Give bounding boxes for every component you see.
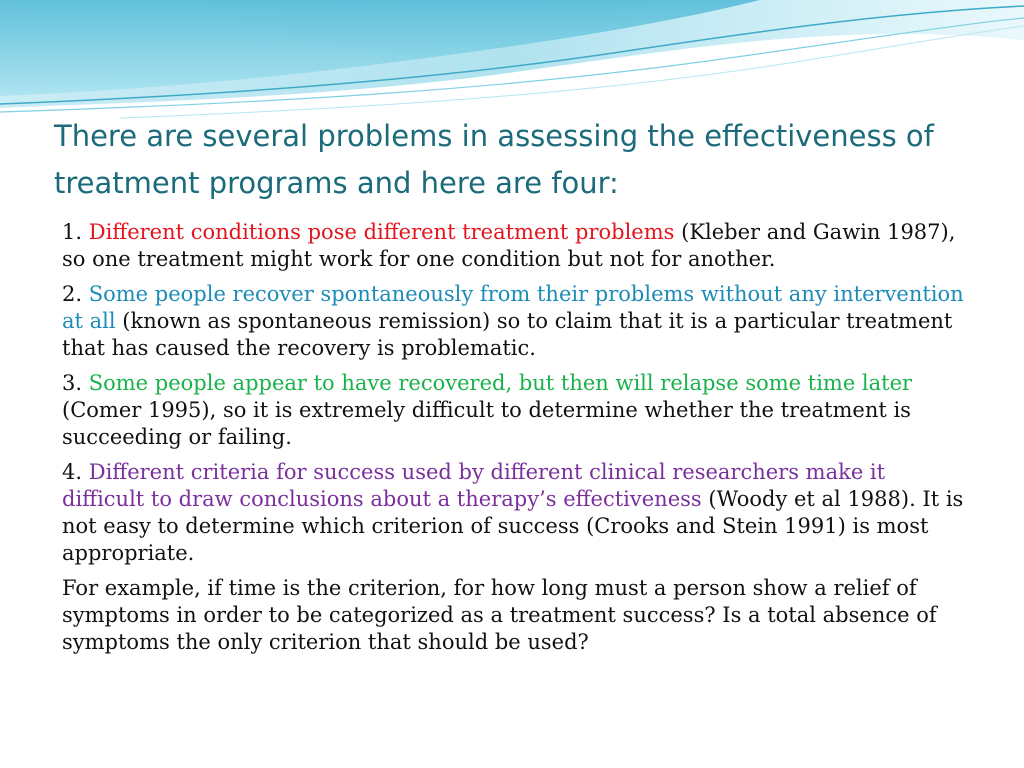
point-3	[62, 370, 967, 451]
point-number: 4.	[62, 460, 83, 484]
point-highlight: Some people recover spontaneously from their problems without any intervention at all	[62, 282, 964, 333]
point-number: 3.	[62, 371, 83, 395]
point-4	[62, 459, 967, 567]
point-highlight: Some people appear to have recovered, but then will relapse some time later	[88, 371, 913, 395]
point-highlight: Different criteria for success used by different clinical researchers make it difficult to draw conclusions about a therapy’s effectiveness	[62, 460, 886, 511]
point-text: (Comer 1995), so it is extremely difficult to determine whether the treatment is succeeding or failing.	[62, 398, 911, 449]
slide-body	[62, 219, 967, 664]
decorative-wave-header	[0, 0, 1024, 130]
point-1	[62, 219, 967, 273]
point-number: 2.	[62, 282, 83, 306]
point-text: (known as spontaneous remission) so to claim that it is a particular treatment that has caused the recovery is problematic.	[62, 309, 953, 360]
point-2	[62, 281, 967, 362]
slide-title: There are several problems in assessing the effectiveness of treatment programs and here are four:	[54, 119, 934, 200]
point-number: 1.	[62, 220, 83, 244]
point-highlight: Different conditions pose different treatment problems	[88, 220, 675, 244]
closing-paragraph: For example, if time is the criterion, for how long must a person show a relief of symptoms in order to be categorized as a treatment success? Is a total absence of symptoms the only criterion that should be used?	[62, 576, 937, 654]
point-text: (Kleber and Gawin 1987), so one treatment might work for one condition but not for another.	[62, 220, 956, 271]
point-text: (Woody et al 1988). It is not easy to determine which criterion of success (Crooks and Stein 1991) is most appropriate.	[62, 487, 964, 565]
